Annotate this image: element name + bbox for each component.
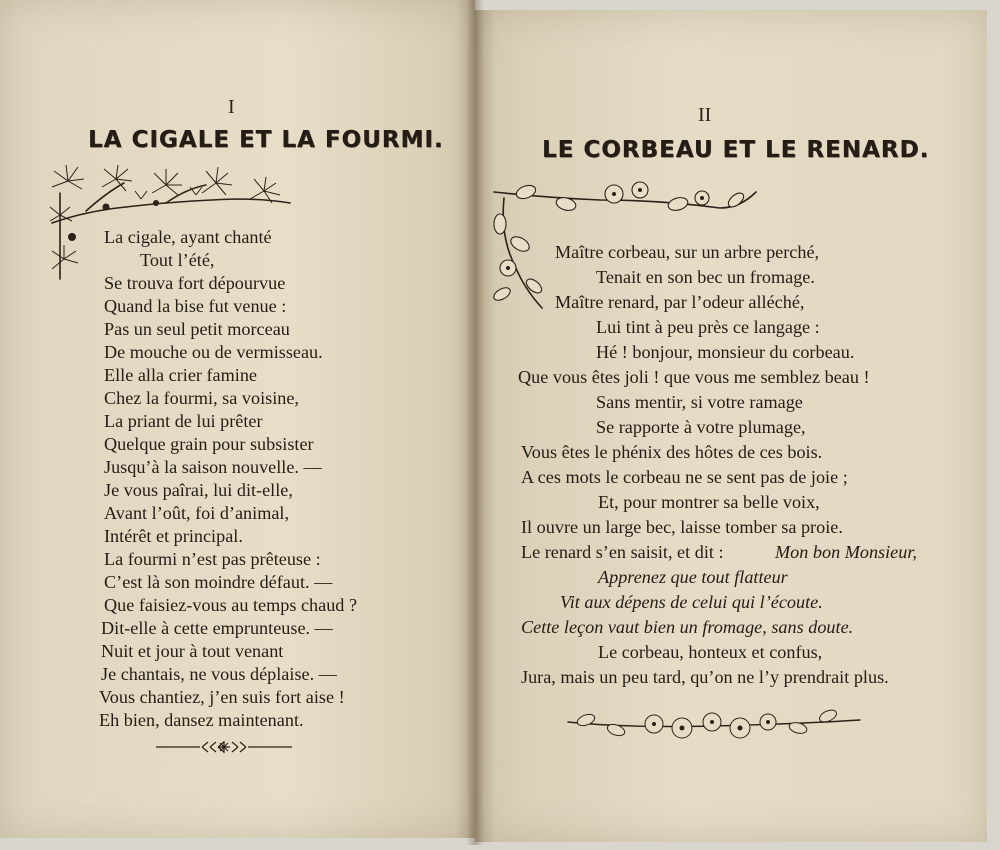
poem-line: La priant de lui prêter xyxy=(104,411,263,431)
poem-line: Hé ! bonjour, monsieur du corbeau. xyxy=(596,342,855,362)
poem-line: Quand la bise fut venue : xyxy=(104,296,287,316)
poem-line: Tenait en son bec un fromage. xyxy=(596,267,815,287)
poem-line: Vous chantiez, j’en suis fort aise ! xyxy=(99,687,345,707)
right-page-title: LE CORBEAU ET LE RENARD. xyxy=(542,137,930,163)
poem-line: Elle alla crier famine xyxy=(104,365,257,385)
poem-line: Sans mentir, si votre ramage xyxy=(596,392,803,412)
poem-line: Se rapporte à votre plumage, xyxy=(596,417,806,437)
poem-line: Je vous paîrai, lui dit-elle, xyxy=(104,480,293,500)
poem-line: Tout l’été, xyxy=(140,250,215,270)
poem-line: Que faisiez-vous au temps chaud ? xyxy=(104,595,358,615)
poem-line: La fourmi n’est pas prêteuse : xyxy=(104,549,321,569)
poem-line: Que vous êtes joli ! que vous me semblez beau ! xyxy=(518,367,870,387)
poem-line: Avant l’oût, foi d’animal, xyxy=(104,503,290,523)
right-chapter-numeral: II xyxy=(698,104,712,126)
poem-line: A ces mots le corbeau ne se sent pas de joie ; xyxy=(521,467,848,487)
poem-line: Nuit et jour à tout venant xyxy=(101,641,284,661)
poem-line-italic: Apprenez que tout flatteur xyxy=(598,567,788,587)
poem-line: Dit-elle à cette emprunteuse. — xyxy=(101,618,333,638)
poem-line: Vous êtes le phénix des hôtes de ces bois. xyxy=(521,442,823,462)
poem-line: Intérêt et principal. xyxy=(104,526,243,546)
poem-line-italic: Vit aux dépens de celui qui l’écoute. xyxy=(560,592,823,612)
poem-line-italic: Cette leçon vaut bien un fromage, sans doute. xyxy=(521,617,854,637)
poem-line: Pas un seul petit morceau xyxy=(104,319,290,339)
poem-line: Jusqu’à la saison nouvelle. — xyxy=(104,457,322,477)
poem-line: Maître corbeau, sur un arbre perché, xyxy=(555,242,820,262)
poem-line: Jura, mais un peu tard, qu’on ne l’y prendrait plus. xyxy=(521,667,889,687)
poem-line: Chez la fourmi, sa voisine, xyxy=(104,388,299,408)
poem-line: Et, pour montrer sa belle voix, xyxy=(598,492,820,512)
poem-line: Quelque grain pour subsister xyxy=(104,434,314,454)
poem-line: Je chantais, ne vous déplaise. — xyxy=(101,664,337,684)
poem-line: La cigale, ayant chanté xyxy=(104,227,272,247)
poem-line: C’est là son moindre défaut. — xyxy=(104,572,333,592)
poem-line: Eh bien, dansez maintenant. xyxy=(99,710,304,730)
poem-line-italic: Mon bon Monsieur, xyxy=(775,542,917,562)
poem-line: Il ouvre un large bec, laisse tomber sa proie. xyxy=(521,517,843,537)
floral-tailpiece-ornament xyxy=(566,706,862,742)
end-tailpiece-ornament xyxy=(154,738,294,756)
poem-line: Le renard s’en saisit, et dit : xyxy=(521,542,724,562)
poem-line: De mouche ou de vermisseau. xyxy=(104,342,323,362)
book-gutter xyxy=(466,0,484,845)
poem-line: Maître renard, par l’odeur alléché, xyxy=(555,292,805,312)
poem-line: Lui tint à peu près ce langage : xyxy=(596,317,820,337)
left-chapter-numeral: I xyxy=(228,96,235,118)
left-page-title: LA CIGALE ET LA FOURMI. xyxy=(88,127,444,153)
poem-line: Se trouva fort dépourvue xyxy=(104,273,286,293)
poem-line: Le corbeau, honteux et confus, xyxy=(598,642,823,662)
